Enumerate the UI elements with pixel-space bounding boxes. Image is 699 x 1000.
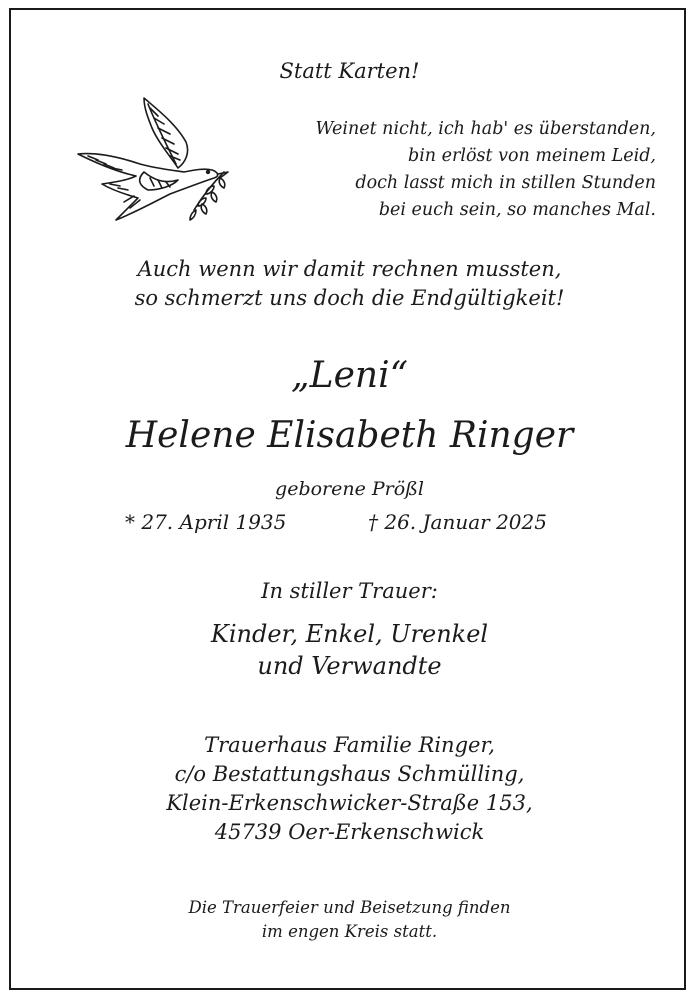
poem-line: Weinet nicht, ich hab' es überstanden, — [315, 119, 656, 139]
birth-name: geborene Prößl — [275, 478, 424, 500]
poem — [315, 116, 656, 224]
mourners-line: und Verwandte — [257, 652, 442, 680]
funeral-note-line: im engen Kreis statt. — [261, 922, 438, 941]
funeral-note-line: Die Trauerfeier und Beisetzung finden — [188, 898, 511, 917]
death-date: † 26. Januar 2025 — [368, 510, 547, 534]
birth-date: * 27. April 1935 — [125, 510, 287, 534]
funeral-note — [0, 896, 699, 944]
address-line: 45739 Oer-Erkenschwick — [214, 820, 485, 844]
mourning-heading: In stiller Trauer: — [261, 579, 438, 603]
statt-karten-heading: Statt Karten! — [279, 59, 420, 83]
poem-line: bin erlöst von meinem Leid, — [408, 146, 656, 166]
nickname: „Leni“ — [291, 355, 408, 396]
address-block — [0, 731, 699, 847]
address-line: Trauerhaus Familie Ringer, — [204, 733, 495, 757]
dove-icon — [74, 94, 234, 226]
mourners-list — [0, 618, 699, 682]
poem-line: doch lasst mich in stillen Stunden — [355, 173, 656, 193]
intro-text — [0, 255, 699, 313]
poem-line: bei euch sein, so manches Mal. — [378, 200, 656, 220]
intro-line: so schmerzt uns doch die Endgültigkeit! — [134, 286, 565, 310]
address-line: c/o Bestattungshaus Schmülling, — [174, 762, 525, 786]
intro-line: Auch wenn wir damit rechnen mussten, — [137, 257, 562, 281]
deceased-name: Helene Elisabeth Ringer — [125, 415, 574, 456]
mourners-line: Kinder, Enkel, Urenkel — [210, 620, 489, 648]
address-line: Klein-Erkenschwicker-Straße 153, — [166, 791, 533, 815]
